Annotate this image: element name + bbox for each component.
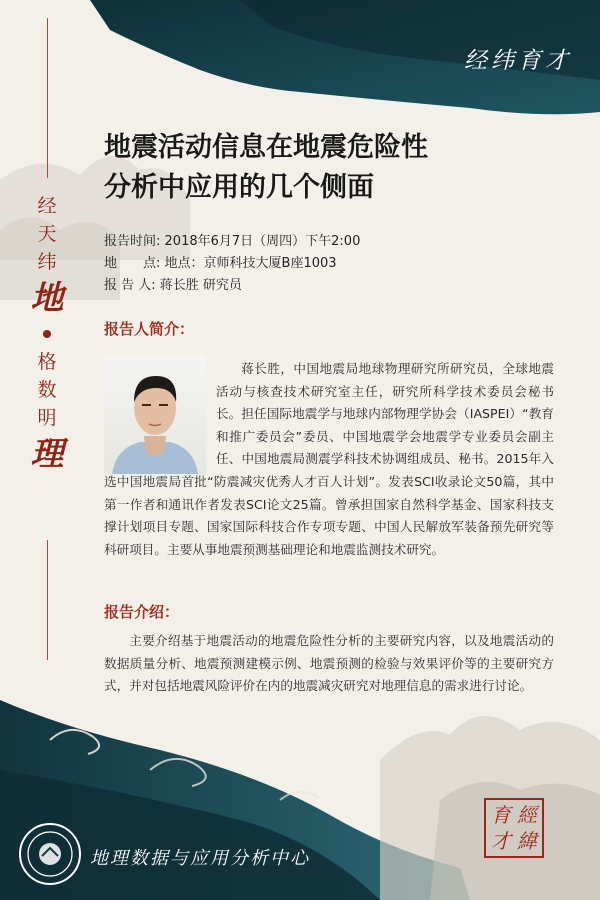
speaker-bio	[104, 358, 554, 561]
motto-char-big: 地	[30, 278, 64, 317]
vertical-motto	[22, 192, 72, 476]
seal-char: 緯	[517, 829, 537, 853]
meta-place-value: 地点：京师科技大厦B座1003	[164, 256, 337, 271]
motto-char-big: 理	[30, 434, 64, 473]
university-logo-icon	[18, 822, 82, 886]
motto-dot	[43, 330, 51, 338]
red-seal-stamp	[484, 798, 544, 858]
brand-title: 经纬育才	[464, 48, 572, 74]
motto-char: 格	[37, 351, 57, 373]
motto-line-top	[47, 18, 48, 178]
motto-char: 数	[37, 379, 57, 401]
report-title	[104, 128, 574, 208]
speaker-bio-text: 蒋长胜，中国地震局地球物理研究所研究员，全球地震活动与核查技术研究室主任，研究所科学技术委员会秘书长。担任国际地震学与地球内部物理学协会（IASPEI）“教育和推广委员会”委员、中国地震学会地震学专业委员会副主任、中国地震局测震学科技术协调组成员、秘书。2015年入选中国地震局首批“防震减灾优秀人才百人计划”。发表SCI收录论文50篇，其中第一作者和通讯作者发表SCI论文25篇。曾承担国家自然科学基金、国家科技支撑计划项目专题、国家国际科技合作专项专题、中国人民解放军装备预先研究等科研项目。主要从事地震预测基础理论和地震监测技术研究。	[104, 361, 554, 557]
motto-line-bottom	[47, 540, 48, 660]
motto-char: 经	[37, 195, 57, 217]
motto-char: 天	[37, 223, 57, 245]
meta-place	[104, 253, 360, 275]
seal-char: 育	[491, 803, 511, 827]
title-line: 分析中应用的几个侧面	[104, 172, 374, 203]
photo-spacer	[104, 358, 216, 468]
report-intro-text: 主要介绍基于地震活动的地震危险性分析的主要研究内容，以及地震活动的数据质量分析、地震预测建模示例、地震预测的检验与效果评价等的主要研究方式，并对包括地震风险评价在内的地震减灾研究对地理信息的需求进行讨论。	[104, 633, 554, 694]
report-meta	[104, 231, 360, 297]
meta-time	[104, 231, 360, 253]
seal-char: 才	[491, 829, 511, 853]
title-line: 地震活动信息在地震危险性	[104, 132, 428, 163]
meta-place-label: 地 点:	[104, 256, 161, 271]
organization-name: 地理数据与应用分析中心	[90, 848, 310, 869]
meta-speaker	[104, 275, 360, 297]
meta-speaker-value: 蒋长胜 研究员	[159, 278, 242, 293]
report-section-heading: 报告介绍：	[104, 603, 180, 621]
motto-char: 明	[37, 407, 57, 429]
speaker-section-heading: 报告人简介：	[104, 320, 195, 338]
meta-speaker-label: 报 告 人:	[104, 278, 156, 293]
meta-time-label: 报告时间:	[104, 234, 161, 249]
meta-time-value: 2018年6月7日（周四）下午2:00	[164, 234, 361, 249]
motto-char: 纬	[37, 251, 57, 273]
report-intro	[104, 630, 554, 698]
seal-char: 經	[517, 803, 537, 827]
